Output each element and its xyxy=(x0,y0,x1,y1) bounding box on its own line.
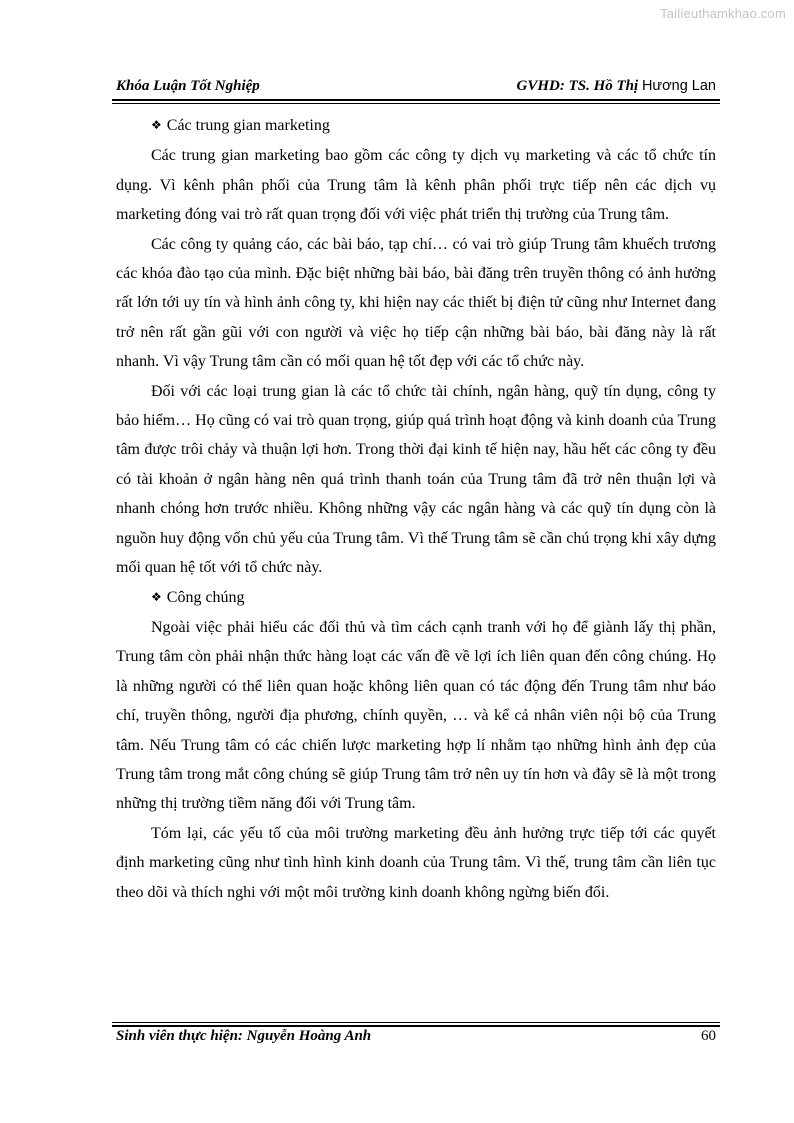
paragraph: Các trung gian marketing bao gồm các công ty dịch vụ marketing và các tổ chức tín dụng. Vì kênh phân phối của Trung tâm là kênh phân phối trực tiếp nên các dịch vụ marketing đóng vai trò rất quan trọng đối với việc phát triển thị trường của Trung tâm. xyxy=(116,147,716,224)
paragraph: Ngoài việc phải hiểu các đối thủ và tìm cách cạnh tranh với họ để giành lấy thị phần, Trung tâm còn phải nhận thức hàng loạt các vấn đề về lợi ích liên quan đến công chúng. Họ là những người có thể liên quan hoặc không liên quan có tác động đến Trung tâm như báo chí, truyền thông, người địa phương, chính quyền, … và kể cả nhân viên nội bộ của Trung tâm. Nếu Trung tâm có các chiến lược marketing hợp lí nhằm tạo những hình ảnh đẹp của Trung tâm trong mắt công chúng sẽ giúp Trung tâm trở nên uy tín hơn và đây sẽ là một trong những thị trường tiềm năng đối với Trung tâm. xyxy=(116,618,716,813)
section-heading-text: Các trung gian marketing xyxy=(166,117,330,134)
header-rule xyxy=(112,99,720,104)
supervisor-bold: GVHD: TS. Hồ Thị xyxy=(516,78,639,94)
page-header xyxy=(116,78,716,98)
supervisor-name: Hương Lan xyxy=(641,78,716,94)
section-heading xyxy=(116,111,716,141)
paragraph: Tóm lại, các yếu tố của môi trường marketing đều ảnh hưởng trực tiếp tới các quyết định marketing cũng như tình hình kinh doanh của Trung tâm. Vì thế, trung tâm cần liên tục theo dõi và thích nghi với một môi trường kinh doanh không ngừng biến đổi. xyxy=(116,824,716,901)
page-content xyxy=(116,111,716,907)
supervisor xyxy=(517,78,716,95)
section-heading xyxy=(116,583,716,613)
diamond-bullet-icon: ❖ xyxy=(151,118,162,132)
watermark: Tailieuthamkhao.com xyxy=(660,6,786,21)
section-heading-text: Công chúng xyxy=(166,588,245,606)
footer-rule xyxy=(112,1022,720,1027)
page-footer xyxy=(116,1028,716,1050)
diamond-bullet-icon: ❖ xyxy=(151,589,162,604)
student-name: Sinh viên thực hiện: Nguyễn Hoàng Anh xyxy=(116,1028,372,1044)
paragraph: Đối với các loại trung gian là các tổ chức tài chính, ngân hàng, quỹ tín dụng, công ty bảo hiểm… Họ cũng có vai trò quan trọng, giúp quá trình hoạt động và kinh doanh của Trung tâm được trôi chảy và thuận lợi hơn. Trong thời đại kinh tế hiện nay, hầu hết các công ty đều có tài khoản ở ngân hàng nên quá trình thanh toán của Trung tâm đã trở nên thuận lợi và nhanh chóng hơn trước nhiều. Không những vậy các ngân hàng và các quỹ tín dụng còn là nguồn huy động vốn chủ yếu của Trung tâm. Vì thế Trung tâm sẽ cần chú trọng khi xây dựng mối quan hệ tốt với tổ chức này. xyxy=(116,382,716,577)
page-number: 60 xyxy=(701,1028,716,1044)
thesis-title: Khóa Luận Tốt Nghiệp xyxy=(116,78,260,94)
paragraph: Các công ty quảng cáo, các bài báo, tạp chí… có vai trò giúp Trung tâm khuếch trương các khóa đào tạo của mình. Đặc biệt những bài báo, bài đăng trên truyền thông có ảnh hưởng rất lớn tới uy tín và hình ảnh công ty, khi hiện nay các thiết bị điện tử cũng như Internet đang trở nên rất gần gũi với con người và việc họ tiếp cận những bài báo, bài đăng này là rất nhanh. Vì vậy Trung tâm cần có mối quan hệ tốt đẹp với các tổ chức này. xyxy=(116,235,716,371)
